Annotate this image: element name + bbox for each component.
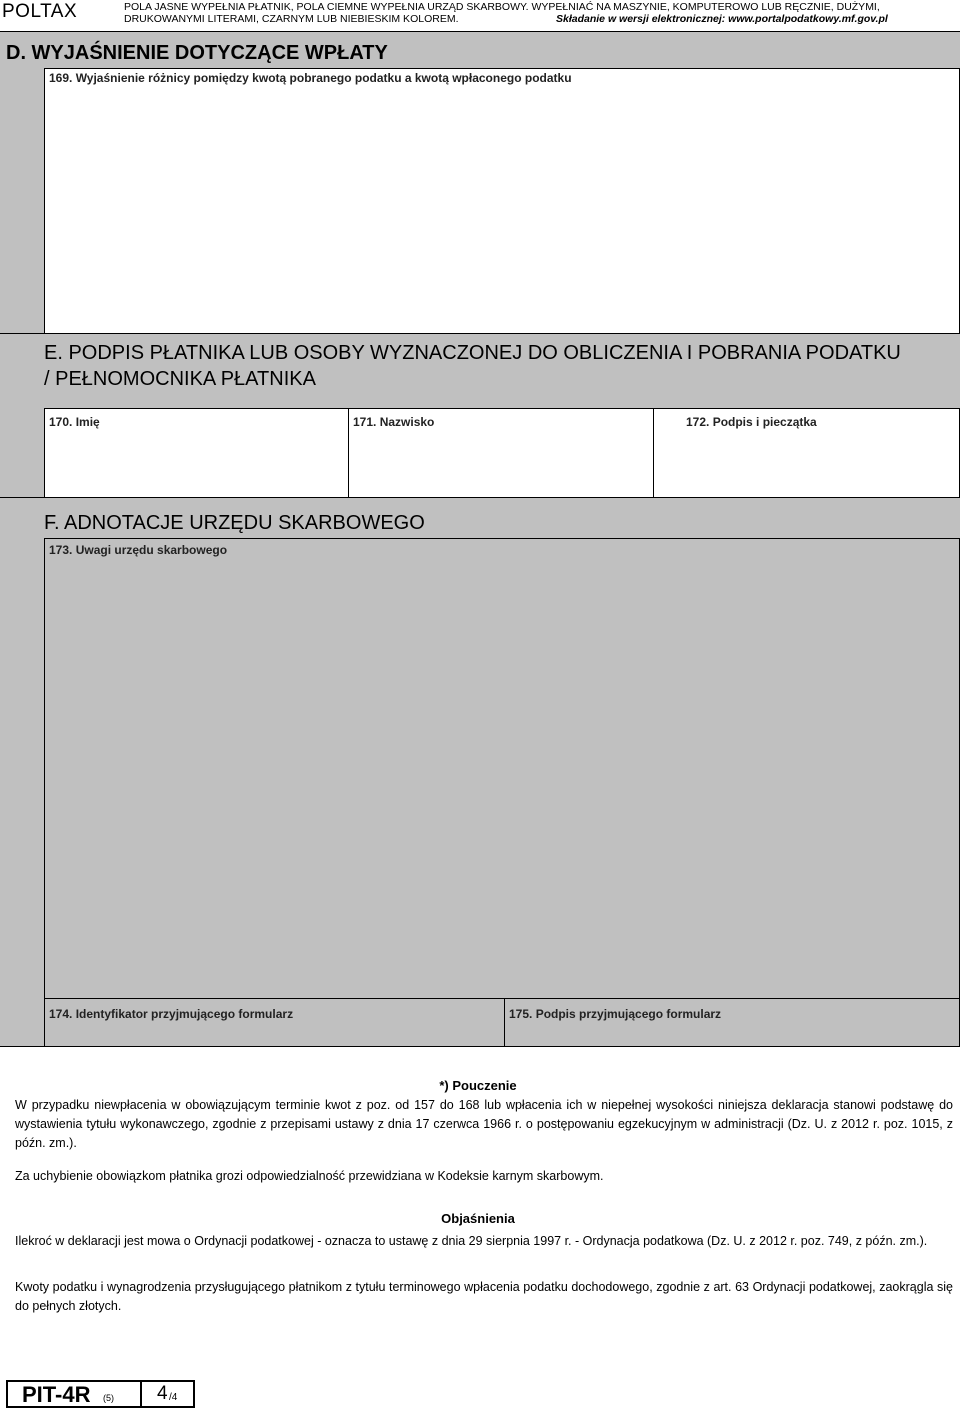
section-e-title-line1: E. PODPIS PŁATNIKA LUB OSOBY WYZNACZONEJ DO OBLICZENIA I POBRANIA PODATKU xyxy=(44,342,901,364)
notice-liability: Za uchybienie obowiązkom płatnika grozi odpowiedzialność przewidziana w Kodeksie karnym skarbowym. xyxy=(15,1169,604,1183)
header-instruction-line2: DRUKOWANYMI LITERAMI, CZARNYM LUB NIEBIESKIM KOLOREM. xyxy=(124,13,459,25)
footer-form-box xyxy=(6,1380,195,1408)
notice-text: W przypadku niewpłacenia w obowiązującym terminie kwot z poz. od 157 do 168 lub wpłacenia ich w niepełnej wysokości niniejsza deklaracja stanowi podstawę do wystawienia tytułu wykonawczego, zgodnie z przepisami ustawy z dnia 17 czerwca 1966 r. o postępowaniu egzekucyjnym w administracji (Dz. U. z 2012 r. poz. 1015, z późn. zm.). xyxy=(15,1098,953,1150)
section-e-fields xyxy=(44,408,960,498)
section-d-title: D. WYJAŚNIENIE DOTYCZĄCE WPŁATY xyxy=(6,42,388,64)
header-instruction-line1: POLA JASNE WYPEŁNIA PŁATNIK, POLA CIEMNE WYPEŁNIA URZĄD SKARBOWY. WYPEŁNIAĆ NA MASZYNIE, KOMPUTEROWO LUB RĘCZNIE, DUŻYMI, xyxy=(124,1,880,13)
field-175-label: 175. Podpis przyjmującego formularz xyxy=(509,1007,722,1021)
field-171-label: 171. Nazwisko xyxy=(353,415,435,429)
section-f xyxy=(0,497,960,1047)
section-e xyxy=(0,333,960,497)
section-e-title-line2: / PEŁNOMOCNIKA PŁATNIKA xyxy=(44,368,316,390)
notice-heading: *) Pouczenie xyxy=(439,1078,517,1093)
footer-page-cell xyxy=(142,1382,193,1406)
footer-form-code: PIT-4R xyxy=(22,1382,91,1407)
field-170-box[interactable] xyxy=(45,409,349,497)
explanations-para2: Kwoty podatku i wynagrodzenia przysługującego płatnikom z tytułu terminowego wpłacenia podatku dochodowego, zgodnie z art. 63 Ordynacji podatkowej, zaokrągla się do pełnych złotych. xyxy=(15,1280,953,1313)
field-172-box[interactable] xyxy=(654,409,959,497)
header xyxy=(0,0,960,26)
field-173-label: 173. Uwagi urzędu skarbowego xyxy=(49,543,228,557)
section-d xyxy=(0,31,960,333)
footer-page-number: 4 xyxy=(157,1383,168,1404)
field-172-label: 172. Podpis i pieczątka xyxy=(686,415,817,429)
field-169-box[interactable] xyxy=(44,68,960,334)
field-174-box xyxy=(44,998,505,1047)
field-171-box[interactable] xyxy=(349,409,654,497)
footer-form-code-cell xyxy=(8,1382,142,1406)
field-175-box xyxy=(504,998,960,1047)
footer-page-total: /4 xyxy=(169,1392,178,1403)
field-169-label: 169. Wyjaśnienie różnicy pomiędzy kwotą pobranego podatku a kwotą wpłaconego podatku xyxy=(49,71,572,85)
explanations-heading: Objaśnienia xyxy=(441,1211,515,1226)
section-f-title: F. ADNOTACJE URZĘDU SKARBOWEGO xyxy=(44,512,425,534)
explanations-para1: Ilekroć w deklaracji jest mowa o Ordynacji podatkowej - oznacza to ustawę z dnia 29 sierpnia 1997 r. - Ordynacja podatkowa (Dz. U. z 2012 r. poz. 749, z późn. zm.). xyxy=(15,1234,928,1248)
footer-form-version: (5) xyxy=(103,1393,114,1403)
header-electronic-note: Składanie w wersji elektronicznej: www.portalpodatkowy.mf.gov.pl xyxy=(556,13,888,25)
field-174-label: 174. Identyfikator przyjmującego formularz xyxy=(49,1007,294,1021)
field-173-box xyxy=(44,538,960,998)
field-170-label: 170. Imię xyxy=(49,415,100,429)
poltax-logo: POLTAX xyxy=(2,1,78,22)
